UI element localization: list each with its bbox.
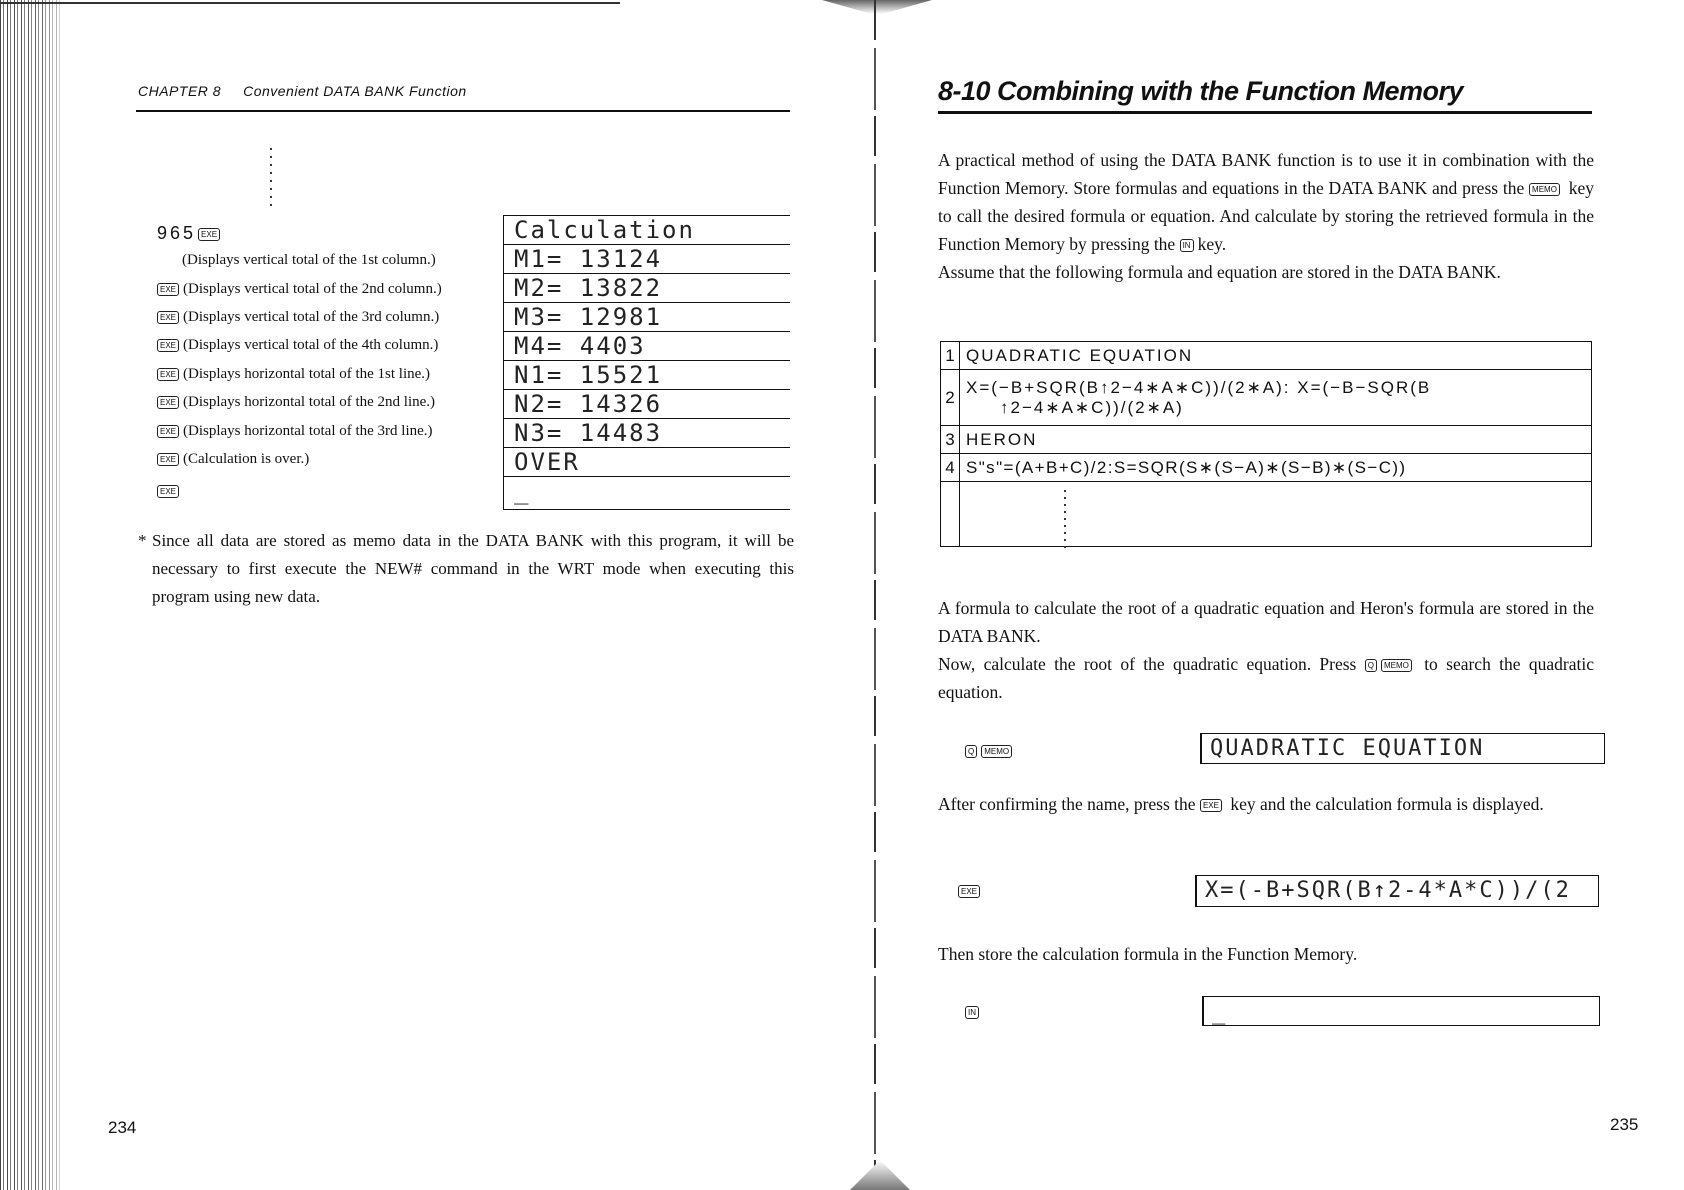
formula-text: A formula to calculate the root of a quadratic equation and Heron's formula are stored in the DATA BANK. bbox=[938, 598, 1594, 646]
row-text: S"s"=(A+B+C)/2:S=SQR(S∗(S−A)∗(S−B)∗(S−C)) bbox=[960, 454, 1592, 482]
step3-keys bbox=[965, 1003, 983, 1021]
q-key-icon: Q bbox=[965, 745, 977, 758]
store-text: Then store the calculation formula in the Function Memory. bbox=[938, 944, 1358, 964]
first-operation-desc: (Displays vertical total of the 1st column.) bbox=[182, 252, 436, 268]
exe-key-icon: EXE bbox=[157, 283, 179, 296]
row-text-multiline bbox=[960, 370, 1592, 426]
page-number-right: 235 bbox=[1610, 1115, 1639, 1134]
intro-text-1: A practical method of using the DATA BANK function is to use it in combination with the Function Memory. Store formulas and equations in the DATA BANK and press the bbox=[938, 150, 1594, 198]
row-number: 1 bbox=[941, 342, 960, 370]
operation-desc: (Displays vertical total of the 3rd column.) bbox=[183, 309, 440, 325]
data-bank-row-empty bbox=[941, 482, 1592, 547]
q-key-icon: Q bbox=[1365, 659, 1377, 672]
first-input: 965 bbox=[157, 223, 197, 243]
row-text: HERON bbox=[960, 426, 1592, 454]
row-text: X=(−B+SQR(B↑2−4∗A∗C))/(2∗A): X=(−B−SQR(B bbox=[966, 377, 1432, 397]
exe-key-icon: EXE bbox=[157, 425, 179, 438]
page-number-left: 234 bbox=[108, 1118, 137, 1137]
confirm-text-2: key and the calculation formula is displayed. bbox=[1230, 794, 1544, 814]
chapter-title: Convenient DATA BANK Function bbox=[243, 83, 467, 99]
row-number bbox=[941, 482, 960, 547]
operation-desc: (Calculation is over.) bbox=[183, 451, 310, 467]
row-number: 4 bbox=[941, 454, 960, 482]
data-bank-table bbox=[940, 341, 1592, 547]
store-paragraph bbox=[938, 940, 1594, 968]
row-text: QUADRATIC EQUATION bbox=[960, 342, 1592, 370]
lcd-line-cursor: _ bbox=[503, 477, 790, 510]
exe-key-icon: EXE bbox=[157, 311, 179, 324]
intro-paragraph bbox=[938, 146, 1594, 286]
step2-keys bbox=[958, 882, 984, 900]
lcd-line: M4= 4403 bbox=[503, 332, 790, 361]
exe-key-icon: EXE bbox=[958, 885, 980, 898]
exe-key-icon: EXE bbox=[157, 485, 179, 498]
assume-text: Assume that the following formula and equation are stored in the DATA BANK. bbox=[938, 262, 1501, 282]
operation-desc: (Displays horizontal total of the 3rd line.) bbox=[183, 423, 433, 439]
intro-text-2: key to call the desired formula or equation. And calculate by storing the retrieved formula in the Function Memory by pressing the bbox=[938, 178, 1595, 254]
data-bank-row bbox=[941, 454, 1592, 482]
step1-keys bbox=[965, 742, 1016, 760]
in-key-icon: IN bbox=[1180, 239, 1194, 252]
now-text-2: to search the quadratic equation. bbox=[938, 654, 1594, 702]
data-bank-row bbox=[941, 370, 1592, 426]
data-bank-row bbox=[941, 426, 1592, 454]
memo-key-icon: MEMO bbox=[981, 745, 1012, 758]
exe-key-icon: EXE bbox=[157, 453, 179, 466]
step1-display: QUADRATIC EQUATION bbox=[1200, 733, 1605, 764]
operation-desc: (Displays vertical total of the 2nd column.) bbox=[183, 281, 442, 297]
exe-key-icon: EXE bbox=[157, 368, 179, 381]
intro-text-3: key. bbox=[1197, 234, 1227, 254]
lcd-line: M1= 13124 bbox=[503, 245, 790, 274]
formula-paragraph bbox=[938, 594, 1594, 706]
operation-desc: (Displays horizontal total of the 2nd line.) bbox=[183, 394, 436, 410]
lcd-line: M2= 13822 bbox=[503, 274, 790, 303]
row-number: 3 bbox=[941, 426, 960, 454]
section-title: 8-10 Combining with the Function Memory bbox=[938, 76, 1464, 106]
exe-key-icon: EXE bbox=[1200, 799, 1222, 812]
memo-key-icon: MEMO bbox=[1529, 183, 1560, 196]
row-text-continued: ↑2−4∗A∗C))/(2∗A) bbox=[1000, 397, 1184, 417]
data-bank-row bbox=[941, 342, 1592, 370]
operation-desc: (Displays vertical total of the 4th column.) bbox=[183, 337, 439, 353]
step2-display: X=(-B+SQR(B↑2-4*A*C))/(2 bbox=[1195, 875, 1599, 907]
exe-key-icon: EXE bbox=[157, 396, 179, 409]
note-asterisk: * bbox=[138, 531, 147, 550]
lcd-line: N2= 14326 bbox=[503, 390, 790, 419]
row-number: 2 bbox=[941, 370, 960, 426]
exe-key-icon: EXE bbox=[198, 228, 220, 241]
lcd-line: N1= 15521 bbox=[503, 361, 790, 390]
note-text: Since all data are stored as memo data in the DATA BANK with this program, it will be necessary to first execute the NEW# command in the WRT mode when executing this program using new data. bbox=[152, 531, 794, 606]
confirm-paragraph bbox=[938, 790, 1594, 818]
operation-desc: (Displays horizontal total of the 1st line.) bbox=[183, 366, 431, 382]
memo-key-icon: MEMO bbox=[1381, 659, 1412, 672]
title-rule bbox=[938, 111, 1592, 114]
in-key-icon: IN bbox=[965, 1006, 979, 1019]
lcd-line: Calculation bbox=[503, 215, 790, 245]
exe-key-icon: EXE bbox=[157, 339, 179, 352]
confirm-text-1: After confirming the name, press the bbox=[938, 794, 1196, 814]
lcd-line: M3= 12981 bbox=[503, 303, 790, 332]
now-text-1: Now, calculate the root of the quadratic equation. Press bbox=[938, 654, 1357, 674]
step3-display: _ bbox=[1202, 996, 1600, 1026]
lcd-line: N3= 14483 bbox=[503, 419, 790, 448]
row-text bbox=[960, 482, 1592, 547]
table-continuation-dots bbox=[1064, 490, 1066, 552]
chapter-label: CHAPTER 8 bbox=[138, 83, 222, 99]
lcd-line: OVER bbox=[503, 448, 790, 477]
